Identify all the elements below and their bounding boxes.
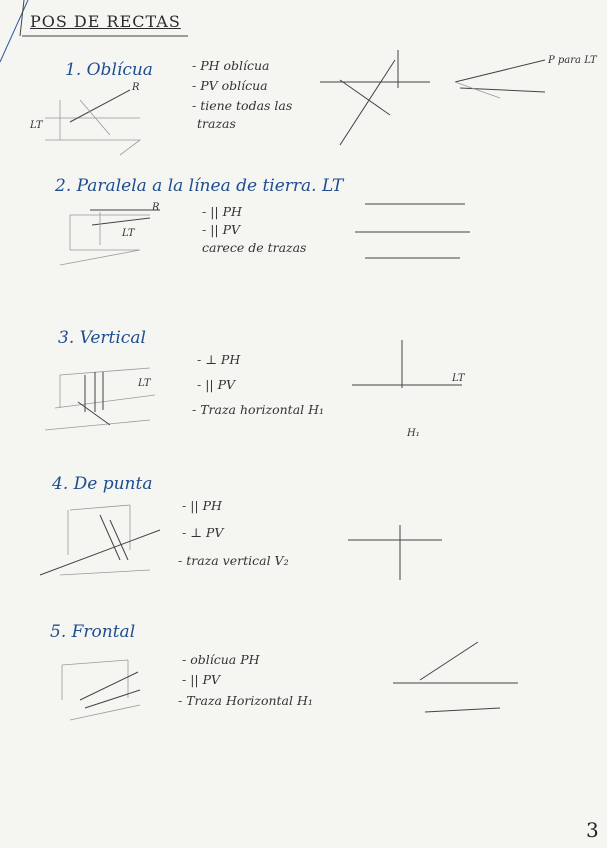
section-2-label-r: R [152,202,160,213]
margin-diagonal-line [0,0,28,62]
page-title: POS DE RECTAS [30,12,181,31]
section-1-note-2: - PV oblícua [192,78,268,93]
section-5-note-1: - oblícua PH [182,652,260,667]
section-1-note-1: - PH oblícua [192,58,270,73]
section-1-label-r: R [132,82,140,93]
section-1-heading: 1. Oblícua [65,60,153,80]
para-lt-note: P para LT [548,55,597,66]
section-3-label-h1: H₁ [407,428,420,439]
sketch-5-projection [393,642,518,712]
sketch-1-projection [320,50,545,145]
section-3-projection-label-lt: LT [452,373,465,384]
sketch-4-perspective [40,505,160,575]
sketch-4-projection [348,525,442,580]
sketch-1-perspective [45,90,140,155]
section-1-note-3: - tiene todas las [192,98,293,113]
section-2-label-lt: LT [122,228,135,239]
section-2-note-1: - || PH [202,204,242,219]
section-5-note-2: - || PV [182,672,221,687]
title-left-rule [20,0,24,36]
sketch-3-projection [352,340,462,388]
section-4-note-2: - ⊥ PV [182,525,224,540]
section-4-note-1: - || PH [182,498,222,513]
section-4-heading: 4. De punta [52,474,153,494]
section-3-note-3: - Traza horizontal H₁ [192,402,325,417]
section-3-note-1: - ⊥ PH [197,352,241,367]
sketch-2-perspective [60,210,160,265]
sketch-2-projection [355,204,470,258]
section-3-label-lt: LT [138,378,151,389]
section-5-heading: 5. Frontal [50,622,136,642]
section-2-note-2: - || PV [202,222,241,237]
section-3-note-2: - || PV [197,377,236,392]
section-3-heading: 3. Vertical [58,328,146,348]
section-1-note-4: trazas [197,116,236,131]
section-4-note-3: - traza vertical V₂ [178,553,289,568]
section-1-label-lt: LT [30,120,43,131]
section-2-note-3: carece de trazas [202,240,307,255]
page-number: 3 [586,818,599,842]
section-2-heading: 2. Paralela a la línea de tierra. LT [55,176,344,196]
sketch-5-perspective [62,660,140,720]
section-5-note-3: - Traza Horizontal H₁ [178,693,313,708]
